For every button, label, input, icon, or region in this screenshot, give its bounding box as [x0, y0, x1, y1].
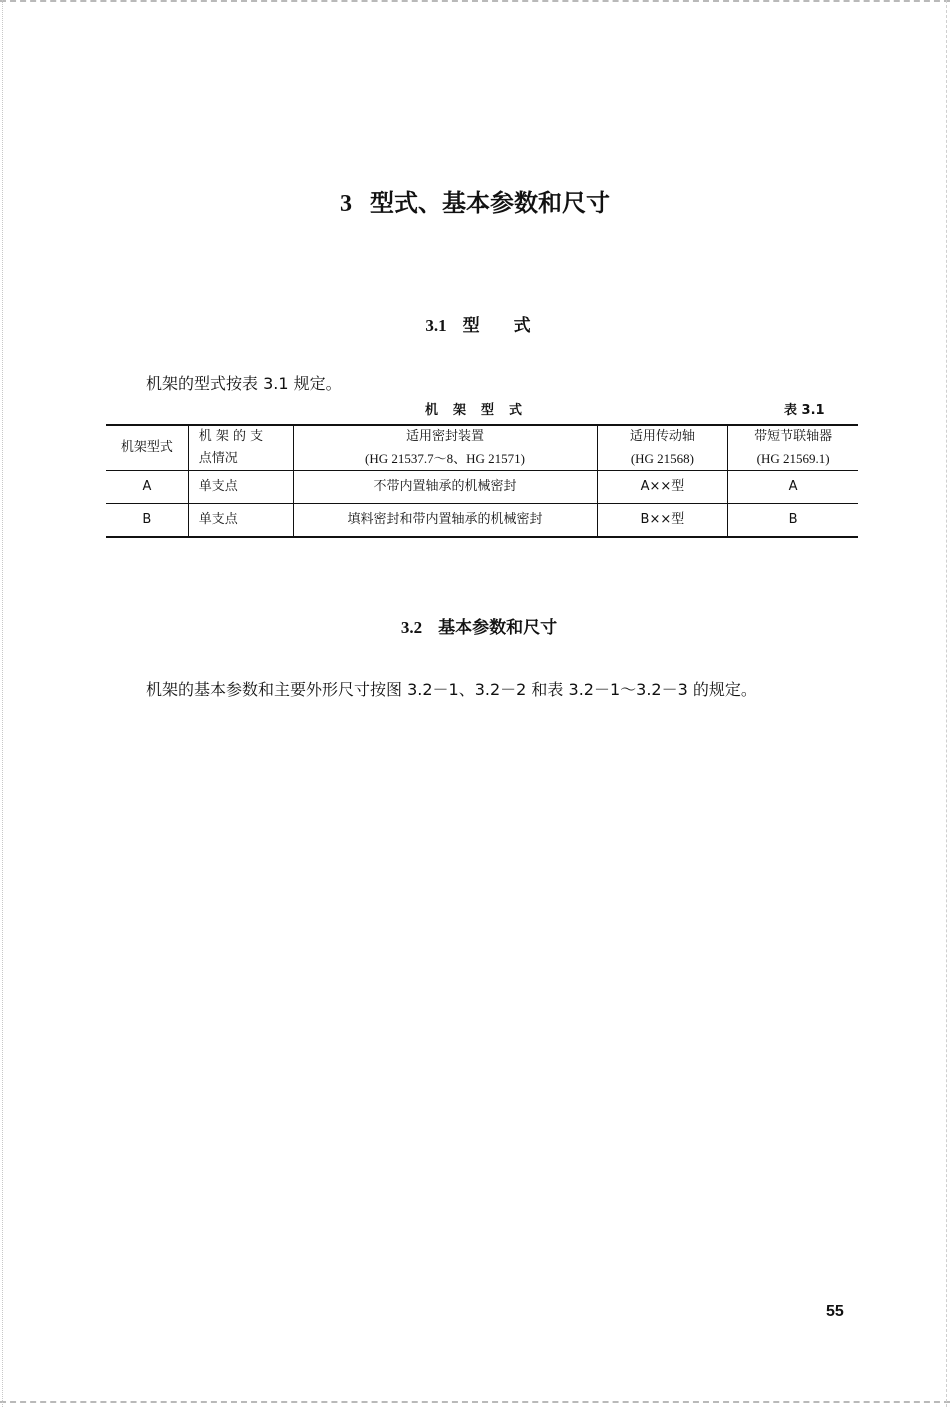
page-number: 55	[826, 1303, 844, 1320]
header-coupling-line2: (HG 21569.1)	[756, 451, 830, 466]
header-shaft-line2: (HG 21568)	[630, 451, 694, 466]
header-support-line2: 点情况	[198, 451, 238, 466]
header-support-line1: 机 架 的 支	[198, 429, 264, 444]
cell-seal: 不带内置轴承的机械密封	[293, 471, 597, 504]
table-row	[106, 504, 858, 537]
cell-seal: 填料密封和带内置轴承的机械密封	[293, 504, 597, 537]
chapter-title-text: 型式、基本参数和尺寸	[370, 189, 610, 217]
table-header-row	[106, 425, 858, 471]
section-paragraph: 机架的基本参数和主要外形尺寸按图 3.2－1、3.2－2 和表 3.2－1～3.2－3 的规定。	[146, 680, 757, 699]
section-title: 基本参数和尺寸	[438, 618, 558, 638]
header-coupling	[728, 425, 858, 471]
chapter-title	[0, 183, 950, 218]
section-heading-3-1	[0, 311, 950, 336]
cell-frame-type: B	[106, 504, 188, 537]
chapter-number: 3	[340, 191, 352, 217]
section-number: 3.2	[400, 618, 423, 637]
cell-coupling: A	[728, 471, 858, 504]
section-title: 型 式	[462, 316, 545, 336]
cell-shaft: A××型	[597, 471, 728, 504]
header-shaft	[597, 425, 728, 471]
page-bottom-edge	[0, 1401, 950, 1403]
cell-support: 单支点	[188, 504, 293, 537]
section-paragraph: 机架的型式按表 3.1 规定。	[146, 374, 342, 393]
header-frame-type: 机架型式	[106, 425, 188, 471]
header-shaft-line1: 适用传动轴	[629, 429, 695, 444]
table-row	[106, 471, 858, 504]
section-number: 3.1	[425, 316, 447, 335]
header-coupling-line1: 带短节联轴器	[754, 429, 833, 444]
frame-type-table	[106, 424, 858, 538]
header-seal	[293, 425, 597, 471]
section-heading-3-2	[0, 613, 950, 638]
header-seal-line2: (HG 21537.7～8、HG 21571)	[365, 451, 526, 466]
table-number: 表 3.1	[784, 403, 825, 418]
cell-support: 单支点	[188, 471, 293, 504]
cell-coupling: B	[728, 504, 858, 537]
header-seal-line1: 适用密封装置	[406, 429, 485, 444]
cell-shaft: B××型	[597, 504, 728, 537]
page-top-edge	[0, 0, 950, 2]
table-caption: 机架型式	[425, 403, 538, 418]
cell-frame-type: A	[106, 471, 188, 504]
header-support	[188, 425, 293, 471]
